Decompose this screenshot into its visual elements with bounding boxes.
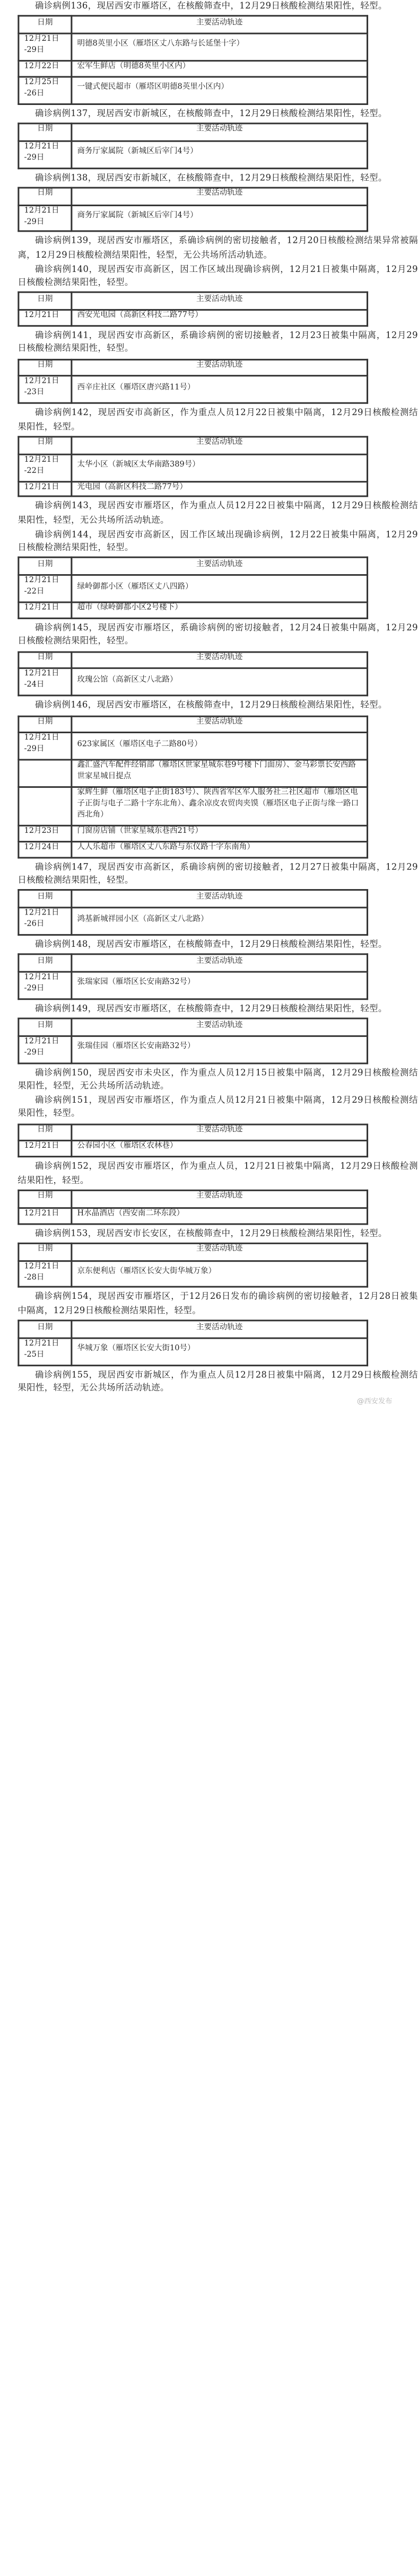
table-row [19,825,368,841]
row-locations [72,825,368,841]
row-date: 12月21日 -29日 [19,1035,72,1062]
table-header-row [19,436,368,453]
row-locations [72,760,368,787]
table-row [19,481,368,497]
table-row [19,908,368,935]
scaled-content [0,1,418,1406]
table-row [19,33,368,60]
table-header-row [19,954,368,971]
row-date: 12月21日 -22日 [19,454,72,481]
location-item: 西辛庄社区（雁塔区唐兴路11号） [77,384,195,392]
location-item: 商务厅家属院（新城区后宰门4号） [77,212,198,221]
location-item: 绿岭御都小区（雁塔区丈八四路） [77,583,193,591]
row-date: 12月21日 -22日 [19,575,72,602]
case-description: 确诊病例152，现居西安市雁塔区，作为重点人员，12月21日被集中隔离，12月29日核酸检测结果阳性，轻型。 [18,1162,418,1186]
row-locations [72,140,368,168]
table-row [19,1035,368,1062]
table-row [19,971,368,998]
row-locations [72,76,368,103]
header-activity: 主要活动轨迹 [72,715,368,732]
location-item: 玫瑰公馆（高新区丈八北路） [77,676,178,684]
activity-table [18,292,368,327]
header-activity: 主要活动轨迹 [72,1321,368,1338]
row-date: 12月21日 -28日 [19,1260,72,1287]
header-date: 日期 [19,954,72,971]
header-date: 日期 [19,1243,72,1260]
table-row [19,76,368,103]
location-item: 张瑞佳园（雁塔区长安南路32号） [77,1043,195,1052]
location-item: 华城万象（雁塔区长安大街10号） [77,1346,195,1354]
row-locations [72,1260,368,1287]
location-item: 宏军生鲜店（明德8英里小区内） [77,63,190,71]
table-row [19,140,368,168]
table-row [19,841,368,857]
header-date: 日期 [19,16,72,33]
header-date: 日期 [19,124,72,140]
table-row [19,1260,368,1287]
header-activity: 主要活动轨迹 [72,1124,368,1141]
header-date: 日期 [19,1124,72,1141]
case-description: 确诊病例154，现居西安市雁塔区，于12月26日发布的确诊病例的密切接触者，12月28日被集中隔离，12月29日核酸检测结果阳性，轻型。 [18,1293,418,1316]
header-activity: 主要活动轨迹 [72,359,368,376]
table-header-row [19,1243,368,1260]
case-description: 确诊病例151，现居西安市雁塔区，作为重点人员12月21日被集中隔离，12月29日核酸检测结果阳性，轻型。 [18,1096,418,1120]
table-header-row [19,891,368,908]
table-header-row [19,1190,368,1207]
header-date: 日期 [19,715,72,732]
location-item: 商务厅家属院（新城区后宰门4号） [77,148,198,157]
header-activity: 主要活动轨迹 [72,954,368,971]
table-row [19,1141,368,1157]
table-row [19,1207,368,1223]
row-locations [72,733,368,760]
header-date: 日期 [19,1190,72,1207]
header-activity: 主要活动轨迹 [72,124,368,140]
row-date: 12月21日 [19,310,72,326]
row-date [19,760,72,787]
table-header-row [19,715,368,732]
header-date: 日期 [19,891,72,908]
row-locations [72,1207,368,1223]
header-date: 日期 [19,293,72,310]
activity-table [18,1242,368,1288]
activity-table [18,1123,368,1157]
table-header-row [19,124,368,140]
row-date: 12月21日 -29日 [19,733,72,760]
table-row [19,454,368,481]
location-item: 一键式便民超市（雁塔区明德8英里小区内） [77,84,229,93]
activity-table [18,954,368,999]
activity-table [18,715,368,858]
row-locations [72,602,368,618]
header-activity: 主要活动轨迹 [72,1018,368,1035]
header-activity: 主要活动轨迹 [72,436,368,453]
location-item: H水晶酒店（西安南二环东段） [77,1209,185,1218]
location-item: 西安光电园（高新区科技二路77号） [77,312,203,320]
case-description: 确诊病例149，现居西安市雁塔区，在核酸筛查中，12月29日核酸检测结果阳性，轻型。 [35,1004,387,1014]
activity-table [18,650,368,696]
activity-table [18,358,368,404]
case-description: 确诊病例146，现居西安市雁塔区，在核酸筛查中，12月29日核酸检测结果阳性，轻型。 [35,701,387,711]
row-locations [72,481,368,497]
row-date: 12月21日 -24日 [19,669,72,696]
row-locations [72,1338,368,1365]
row-date: 12月21日 -25日 [19,1338,72,1365]
row-locations [72,971,368,998]
table-header-row [19,1124,368,1141]
case-description: 确诊病例137，现居西安市新城区，在核酸筛查中，12月29日核酸检测结果阳性，轻型。 [35,109,387,119]
activity-table [18,436,368,498]
row-date: 12月21日 [19,481,72,497]
location-item: 家辉生鲜（雁塔区电子正街183号）、陕西省军区军人服务社三社区超市（雁塔区电子正街与电子二路十字东北角）、鑫余凉皮农贸肉夹馍（雁塔区电子正街与缘一路口西北角） [77,789,359,820]
case-description: 确诊病例140，现居西安市高新区，因工作区域出现确诊病例，12月21日被集中隔离，12月29日核酸检测结果阳性，轻型。 [18,265,418,288]
location-item: 张瑞家园（雁塔区长安南路32号） [77,979,195,988]
table-row [19,787,368,825]
header-activity: 主要活动轨迹 [72,891,368,908]
case-description: 确诊病例138，现居西安市新城区，在核酸筛查中，12月29日核酸检测结果阳性，轻型。 [35,173,387,183]
activity-table [18,187,368,232]
row-date: 12月21日 -23日 [19,376,72,403]
header-activity: 主要活动轨迹 [72,16,368,33]
row-locations [72,454,368,481]
case-description: 确诊病例142，现居西安市高新区，作为重点人员12月22日被集中隔离，12月29日核酸检测结果阳性，轻型。 [18,409,418,432]
row-date: 12月21日 -29日 [19,140,72,168]
row-locations [72,205,368,232]
row-date: 12月21日 -26日 [19,908,72,935]
location-item: 京东便利店（雁塔区长安大街华城万象） [77,1268,216,1277]
table-header-row [19,558,368,575]
location-item: 鑫汇盛汽车配件经销部（雁塔区世家星城东巷9号楼下门面房）、金马彩票长安西路世家星城目提点 [77,762,356,781]
row-date: 12月23日 [19,825,72,841]
table-header-row [19,293,368,310]
row-locations [72,376,368,403]
table-row [19,575,368,602]
table-row [19,602,368,618]
table-row [19,310,368,326]
row-locations [72,1141,368,1157]
weibo-watermark: @西安发布 [356,1398,393,1406]
activity-table [18,557,368,619]
header-date: 日期 [19,1321,72,1338]
table-header-row [19,359,368,376]
header-date: 日期 [19,652,72,669]
case-description: 确诊病例136，现居西安市雁塔区，在核酸筛查中，12月29日核酸检测结果阳性，轻型。 [35,2,387,12]
activity-table [18,122,368,168]
table-header-row [19,652,368,669]
location-item: 门窗房店铺（世家星城东巷西21号） [77,827,203,836]
location-item: 人人乐超市（雁塔区丈八东路与东仪路十字东南角） [77,843,255,852]
case-description: 确诊病例141，现居西安市高新区，系确诊病例的密切接触者，12月23日被集中隔离，12月29日核酸检测结果阳性，轻型。 [18,331,418,355]
header-date: 日期 [19,359,72,376]
activity-table [18,15,368,104]
row-date: 12月25日 -26日 [19,76,72,103]
table-row [19,205,368,232]
header-date: 日期 [19,1018,72,1035]
table-row [19,376,368,403]
row-date: 12月21日 -29日 [19,971,72,998]
row-locations [72,787,368,825]
row-date [19,787,72,825]
table-header-row [19,1018,368,1035]
row-date: 12月22日 [19,60,72,76]
activity-table [18,1018,368,1063]
activity-table [18,1189,368,1224]
row-locations [72,841,368,857]
table-row [19,760,368,787]
row-locations [72,669,368,696]
case-description: 确诊病例150，现居西安市未央区，作为重点人员12月15日被集中隔离，12月29日核酸检测结果阳性，轻型，无公共场所活动轨迹。 [18,1068,418,1092]
row-locations [72,1035,368,1062]
document-content [0,1,418,1396]
location-item: 623家属区（雁塔区电子二路80号） [77,740,202,749]
header-activity: 主要活动轨迹 [72,188,368,205]
table-header-row [19,1321,368,1338]
case-description: 确诊病例144，现居西安市高新区，因工作区域出现确诊病例，12月22日被集中隔离，12月29日核酸检测结果阳性，轻型。 [18,530,418,553]
row-locations [72,575,368,602]
header-activity: 主要活动轨迹 [72,1190,368,1207]
location-item: 太华小区（新城区太华南路389号） [77,461,200,470]
location-item: 鸿基新城祥园小区（高新区丈八北路） [77,915,208,924]
table-row [19,1338,368,1365]
activity-table [18,1320,368,1365]
table-header-row [19,188,368,205]
row-date: 12月21日 -29日 [19,33,72,60]
table-header-row [19,16,368,33]
row-date: 12月24日 [19,841,72,857]
location-item: 明德8英里小区（雁塔区丈八东路与长延堡十字） [77,41,245,49]
location-item: 光电园（高新区科技二路77号） [77,483,187,491]
activity-table [18,890,368,935]
table-row [19,60,368,76]
case-description: 确诊病例148，现居西安市雁塔区，在核酸筛查中，12月29日核酸检测结果阳性，轻型。 [35,940,387,950]
row-date: 12月21日 [19,1141,72,1157]
case-description: 确诊病例143，现居西安市雁塔区，作为重点人员12月22日被集中隔离，12月29日核酸检测结果阳性，轻型，无公共场所活动轨迹。 [18,502,418,526]
case-description: 确诊病例155，现居西安市新城区，作为重点人员12月28日被集中隔离，12月29日核酸检测结果阳性，轻型，无公共场所活动轨迹。 [18,1370,418,1394]
header-date: 日期 [19,436,72,453]
case-description: 确诊病例139，现居西安市雁塔区，系确诊病例的密切接触者，12月20日核酸检测结果异常被隔离，12月29日核酸检测结果阳性，轻型，无公共场所活动轨迹。 [18,237,418,261]
table-row [19,733,368,760]
header-activity: 主要活动轨迹 [72,1243,368,1260]
header-activity: 主要活动轨迹 [72,652,368,669]
case-description: 确诊病例153，现居西安市长安区，在核酸筛查中，12月29日核酸检测结果阳性，轻型。 [35,1228,387,1238]
row-locations [72,60,368,76]
case-description: 确诊病例145，现居西安市雁塔区，系确诊病例的密切接触者，12月24日被集中隔离，12月29日核酸检测结果阳性，轻型。 [18,623,418,647]
header-date: 日期 [19,188,72,205]
header-activity: 主要活动轨迹 [72,558,368,575]
row-date: 12月21日 [19,602,72,618]
row-date: 12月21日 [19,1207,72,1223]
row-locations [72,310,368,326]
table-row [19,669,368,696]
row-date: 12月21日 -29日 [19,205,72,232]
case-description: 确诊病例147，现居西安市高新区，系确诊病例的密切接触者，12月27日被集中隔离，12月29日核酸检测结果阳性，轻型。 [18,863,418,886]
row-locations [72,33,368,60]
row-locations [72,908,368,935]
location-item: 公春园小区（雁塔区农林巷） [77,1143,178,1151]
header-activity: 主要活动轨迹 [72,293,368,310]
location-item: 超市（绿岭御都小区2号楼下） [77,604,182,613]
header-date: 日期 [19,558,72,575]
